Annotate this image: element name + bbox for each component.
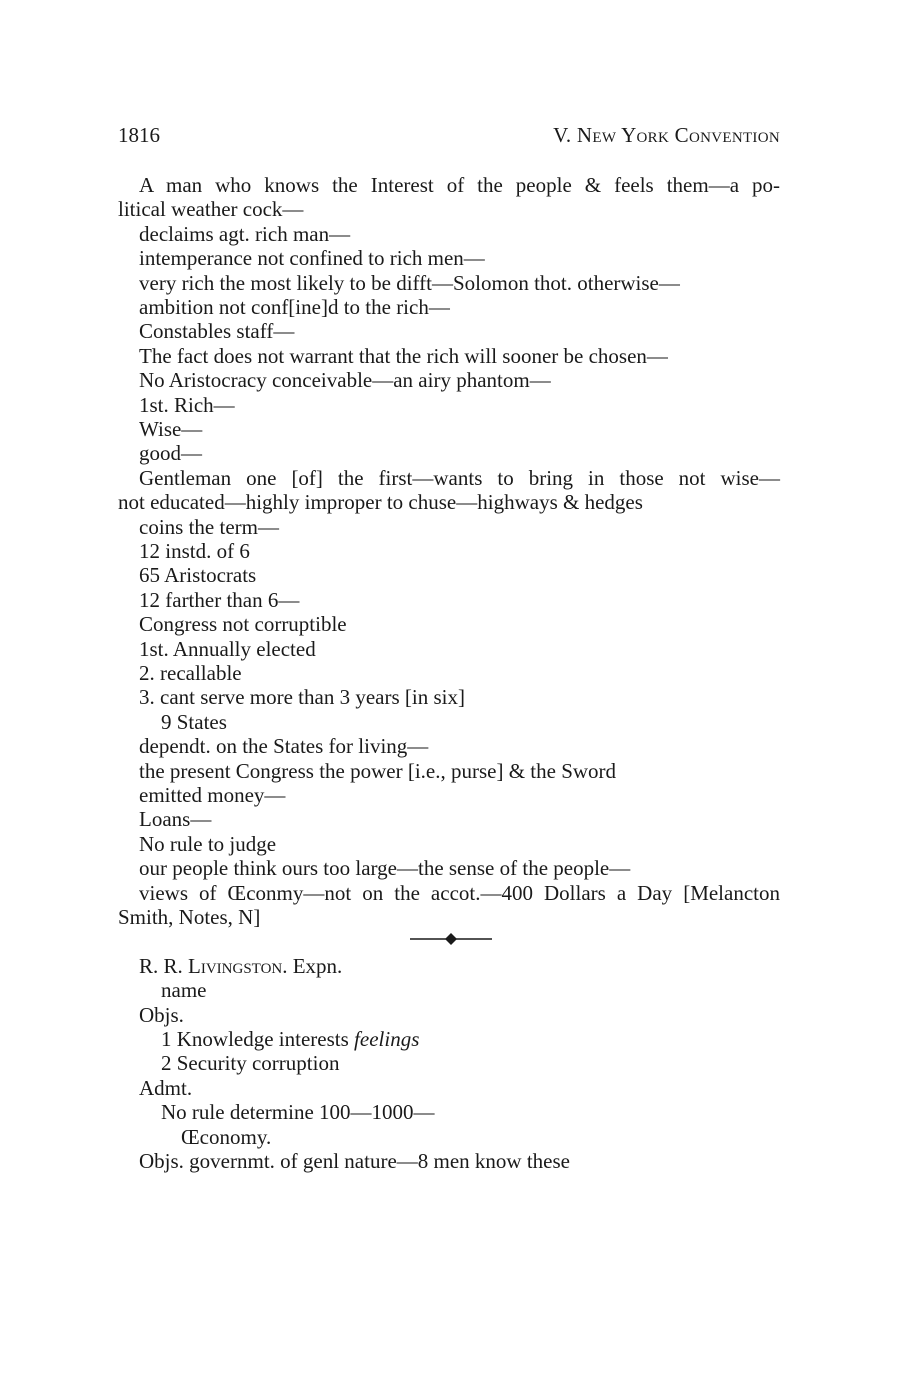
text-line: ambition not conf[ine]d to the rich— (139, 295, 450, 319)
text-line (161, 1026, 419, 1052)
text-line: dependt. on the States for living— (139, 734, 429, 758)
text-line: 65 Aristocrats (139, 563, 257, 587)
page-number: 1816 (118, 123, 160, 147)
speaker-note: . Expn. (282, 954, 343, 978)
text-line: Constables staff— (139, 319, 295, 343)
text-line: the present Congress the power [i.e., purse] & the Sword (139, 759, 617, 783)
text-line: 12 farther than 6— (139, 588, 300, 612)
text-line: Smith, Notes, N] (118, 905, 261, 929)
text-line: The fact does not warrant that the rich will sooner be chosen— (139, 344, 668, 368)
text-line: very rich the most likely to be difft—Solomon thot. otherwise— (139, 271, 680, 295)
text-line: Loans— (139, 807, 212, 831)
text-line: litical weather cock— (118, 197, 304, 221)
text-line: declaims agt. rich man— (139, 222, 351, 246)
text-line: views of Œconmy—not on the accot.—400 Dollars a Day [Melancton (139, 881, 780, 905)
section-divider-ornament (410, 932, 492, 946)
text-line: No Aristocracy conceivable—an airy phantom— (139, 368, 551, 392)
speaker-name: R. R. Livingston (139, 954, 283, 978)
running-head: V. New York Convention (553, 123, 780, 147)
text-line: 12 instd. of 6 (139, 539, 250, 563)
text-line: No rule to judge (139, 832, 277, 856)
text-line: Objs. governmt. of genl nature—8 men know these (139, 1149, 570, 1173)
text-line: our people think ours too large—the sense of the people— (139, 856, 631, 880)
text-line: No rule determine 100—1000— (161, 1100, 435, 1124)
text-line: Objs. (139, 1003, 184, 1027)
text-line: 1st. Rich— (139, 393, 235, 417)
text-line: A man who knows the Interest of the people & feels them—a po- (139, 173, 780, 197)
text-line: Wise— (139, 417, 203, 441)
text-line: good— (139, 441, 202, 465)
text-line: Œconomy. (181, 1125, 272, 1149)
text-line: 1st. Annually elected (139, 637, 316, 661)
speaker-line (139, 953, 342, 979)
text-line: coins the term— (139, 515, 279, 539)
text-line: not educated—highly improper to chuse—highways & hedges (118, 490, 643, 514)
item-text: 1 Knowledge interests (161, 1027, 355, 1051)
text-line: name (161, 978, 207, 1002)
text-line: Congress not corruptible (139, 612, 347, 636)
text-line: Gentleman one [of] the first—wants to bring in those not wise— (139, 466, 780, 490)
item-italic-text: feelings (354, 1027, 420, 1051)
text-line: 2. recallable (139, 661, 242, 685)
text-line: 9 States (161, 710, 227, 734)
text-line: emitted money— (139, 783, 286, 807)
text-line: intemperance not confined to rich men— (139, 246, 485, 270)
text-line: 3. cant serve more than 3 years [in six] (139, 685, 465, 709)
text-line: 2 Security corruption (161, 1051, 340, 1075)
text-line: Admt. (139, 1076, 193, 1100)
